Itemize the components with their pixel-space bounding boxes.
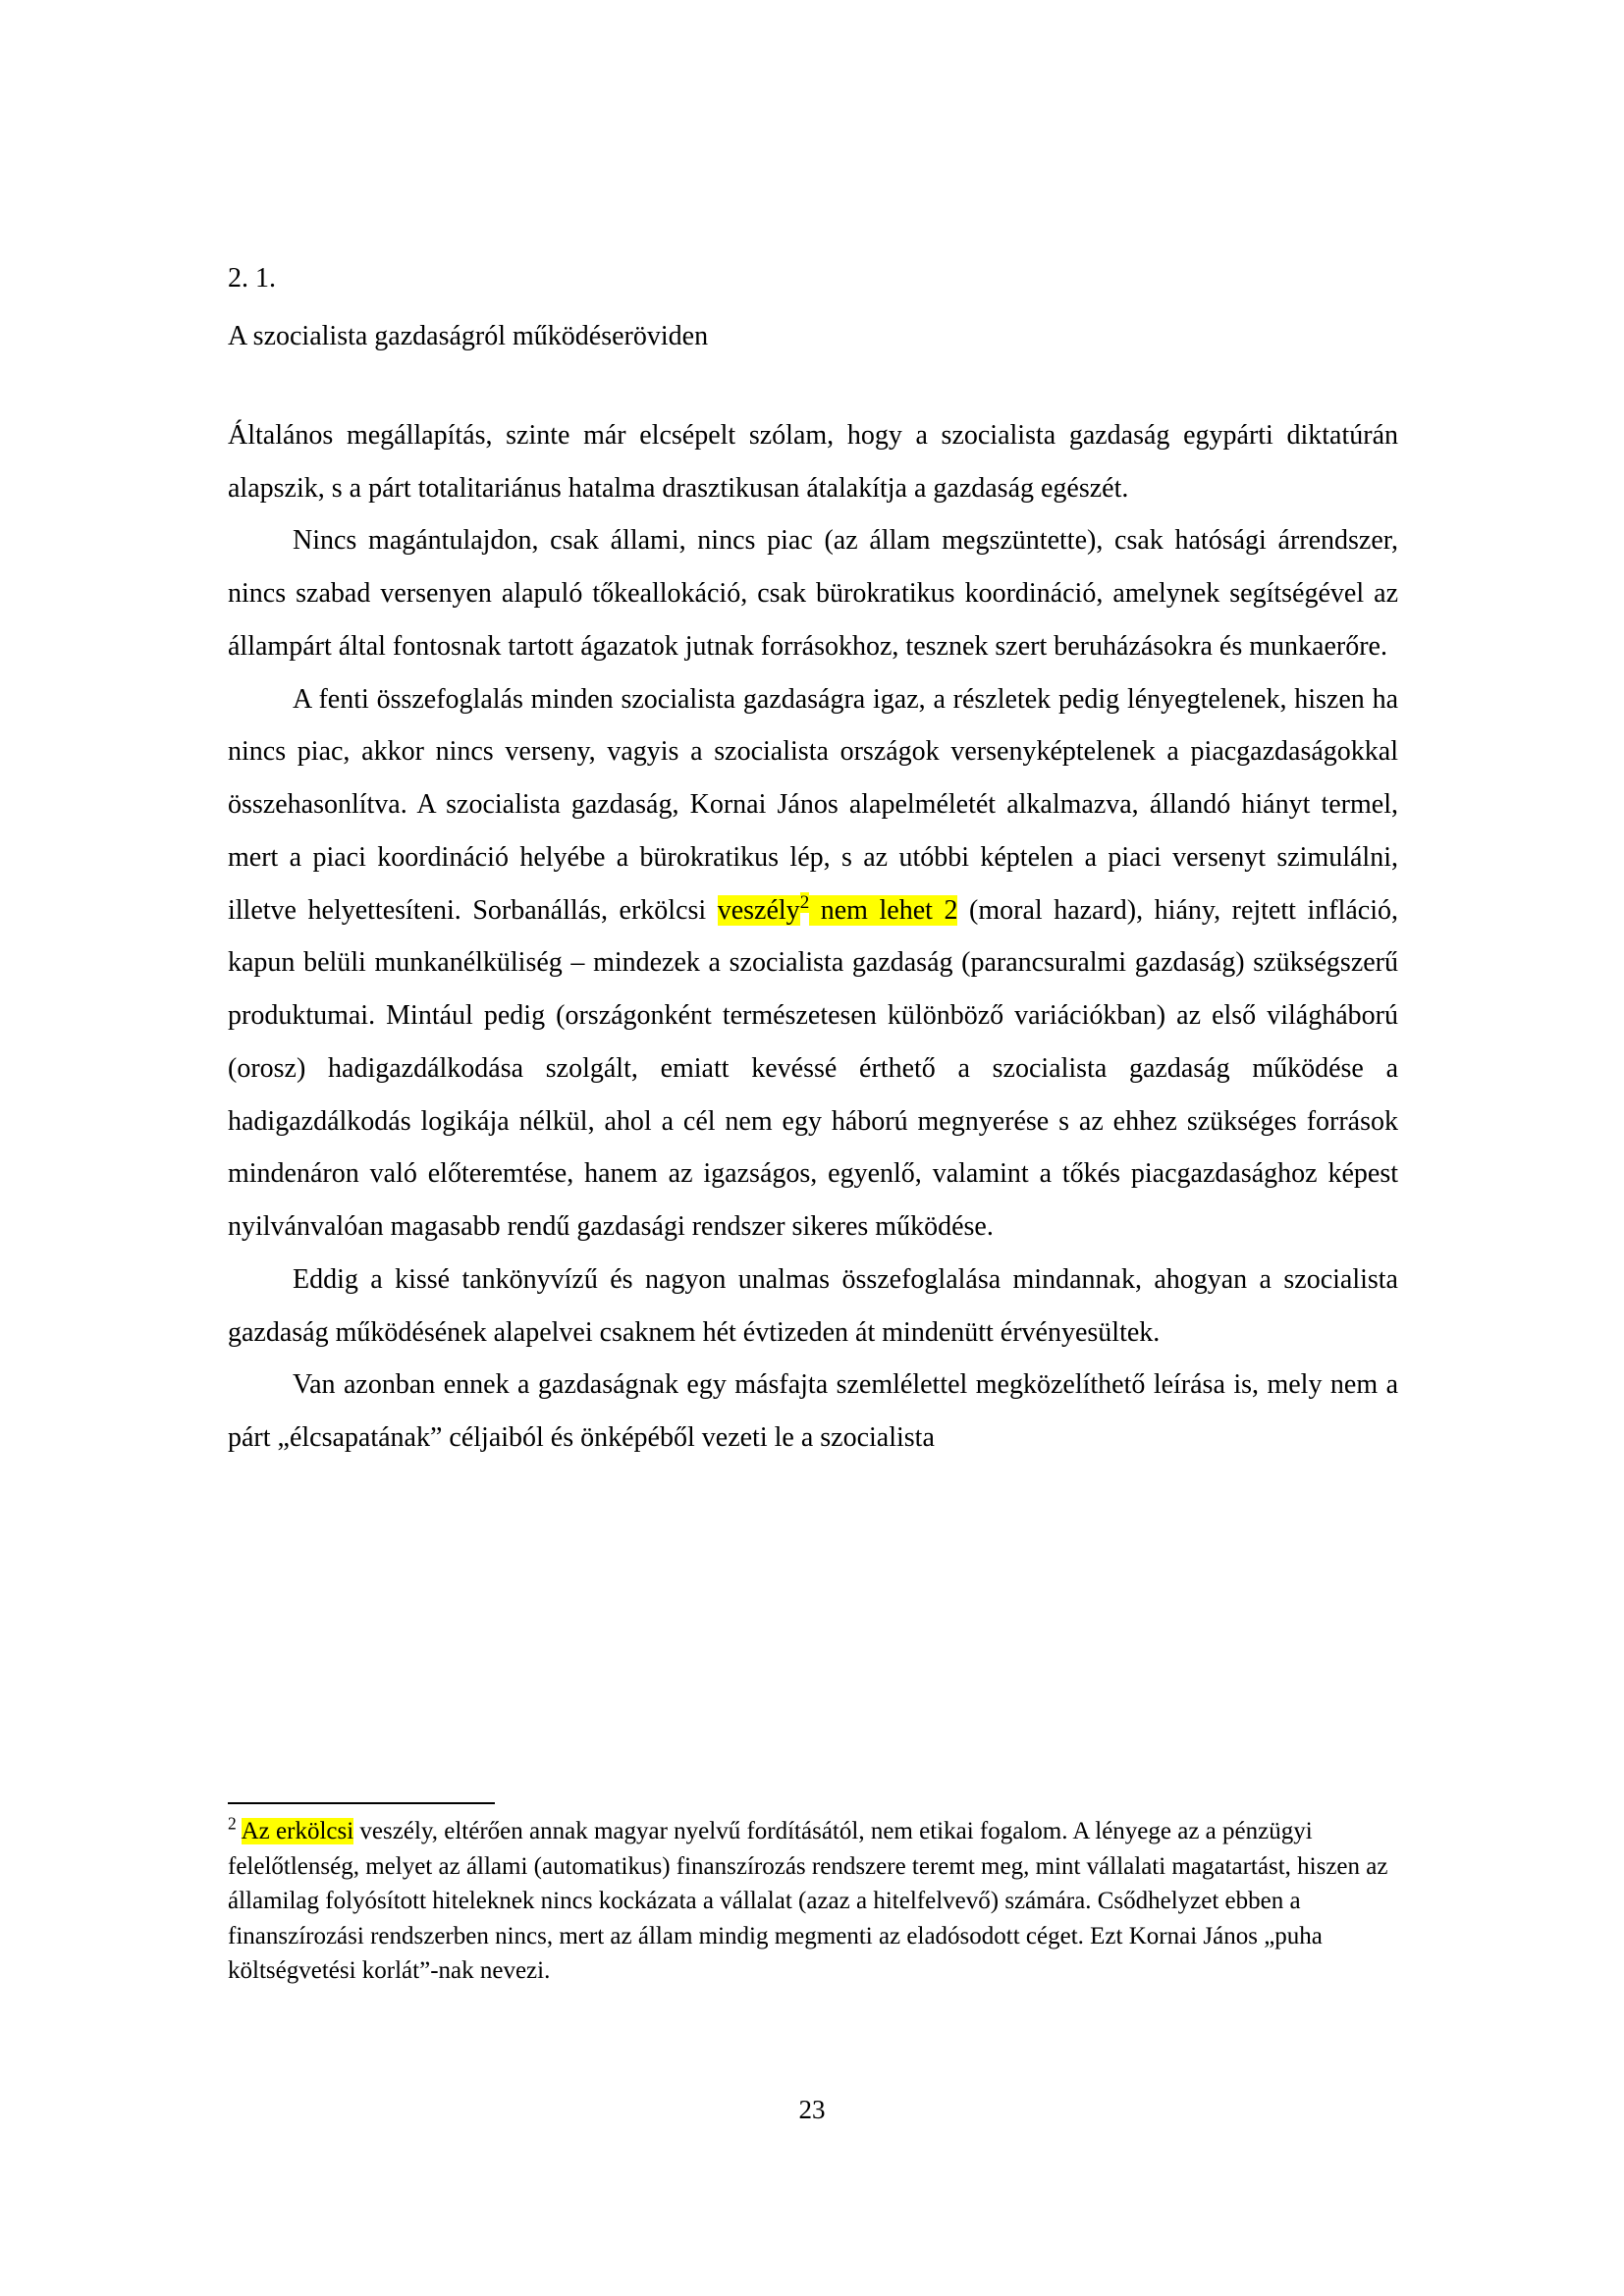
highlighted-text: nem lehet 2 <box>809 894 958 926</box>
footnote-marker: 2 <box>228 1813 237 1834</box>
paragraph-3 <box>228 673 1398 1254</box>
highlighted-text: veszély <box>717 894 800 926</box>
text-run: Nincs magántulajdon, csak állami, nincs piac (az állam megszüntette), csak hatósági árrendszer, nincs szabad versenyen alapuló tőkeallokáció, csak bürokratikus koordináció, amelynek segítségével az állampárt által fontosnak tartott ágazatok jutnak forrásokhoz, tesznek szert beruházásokra és munkaerőre. <box>228 525 1398 662</box>
page-number: 23 <box>798 2095 826 2124</box>
text-run: A fenti összefoglalás minden szocialista gazdaságra igaz, a részletek pedig lényegtelenek, hiszen ha nincs piac, akkor nincs verseny, vagyis a szocialista országok versenyképtelenek a piacgazdaságokkal összehasonlítva. A szocialista gazdaság, Kornai János alapelméletét alkalmazva, állandó hiányt termel, mert a piaci koordináció helyébe a bürokratikus lép, s az utóbbi képtelen a piaci versenyt szimulálni, illetve helyettesíteni. Sorbanállás, erkölcsi <box>228 683 1398 926</box>
text-run: Van azonban ennek a gazdaságnak egy másfajta szemlélettel megközelíthető leírása is, mely nem a párt „élcsapatának” céljaiból és önképéből vezeti le a szocialista <box>228 1369 1398 1454</box>
highlighted-text: Az erkölcsi <box>241 1818 354 1844</box>
paragraph-2 <box>228 514 1398 672</box>
paragraph-1 <box>228 409 1398 515</box>
section-number: 2. 1. <box>228 263 276 294</box>
highlighted-text: 2 <box>799 892 810 914</box>
footnote-2 <box>228 1814 1398 1989</box>
text-run: (moral hazard), hiány, rejtett infláció, kapun belüli munkanélküliség – mindezek a szocialista gazdaság (parancsuralmi gazdaság) szükségszerű produktumai. Mintául pedig (országonként természetesen különböző variációkban) az első világháború (orosz) hadigazdálkodása szolgált, emiatt kevéssé érthető a szocialista gazdaság működése a hadigazdálkodás logikája nélkül, ahol a cél nem egy háború megnyerése s az ehhez szükséges források mindenáron való előteremtése, hanem az igazságos, egyenlő, valamint a tőkés piacgazdasághoz képest nyilvánvalóan magasabb rendű gazdasági rendszer sikeres működése. <box>228 894 1398 1243</box>
text-run: Általános megállapítás, szinte már elcsépelt szólam, hogy a szocialista gazdaság egypárti diktatúrán alapszik, s a párt totalitariánus hatalma drasztikusan átalakítja a gazdaság egészét. <box>228 419 1398 504</box>
paragraph-list <box>228 409 1398 1465</box>
paragraph-5 <box>228 1359 1398 1465</box>
footnote-separator <box>228 1802 495 1804</box>
text-run: veszély, eltérően annak magyar nyelvű fordításától, nem etikai fogalom. A lényege az a pénzügyi felelőtlenség, melyet az állami (automatikus) finanszírozás rendszere teremt meg, mint vállalati magatartást, hiszen az államilag folyósított hiteleknek nincs kockázata a vállalat (azaz a hitelfelvevő) számára. Csődhelyzet ebben a finanszírozási rendszerben nincs, mert az állam mindig megmenti az eladósodott céget. Ezt Kornai János „puha költségvetési korlát”-nak nevezi. <box>228 1818 1388 1984</box>
page-body <box>228 257 1398 1465</box>
text-run: Eddig a kissé tankönyvízű és nagyon unalmas összefoglalása mindannak, ahogyan a szocialista gazdaság működésének alapelvei csaknem hét évtizeden át mindenütt érvényesültek. <box>228 1263 1398 1348</box>
section-title: A szocialista gazdaságról működéseröviden <box>228 321 709 352</box>
footnote-area <box>228 1802 1398 1989</box>
paragraph-4 <box>228 1254 1398 1360</box>
